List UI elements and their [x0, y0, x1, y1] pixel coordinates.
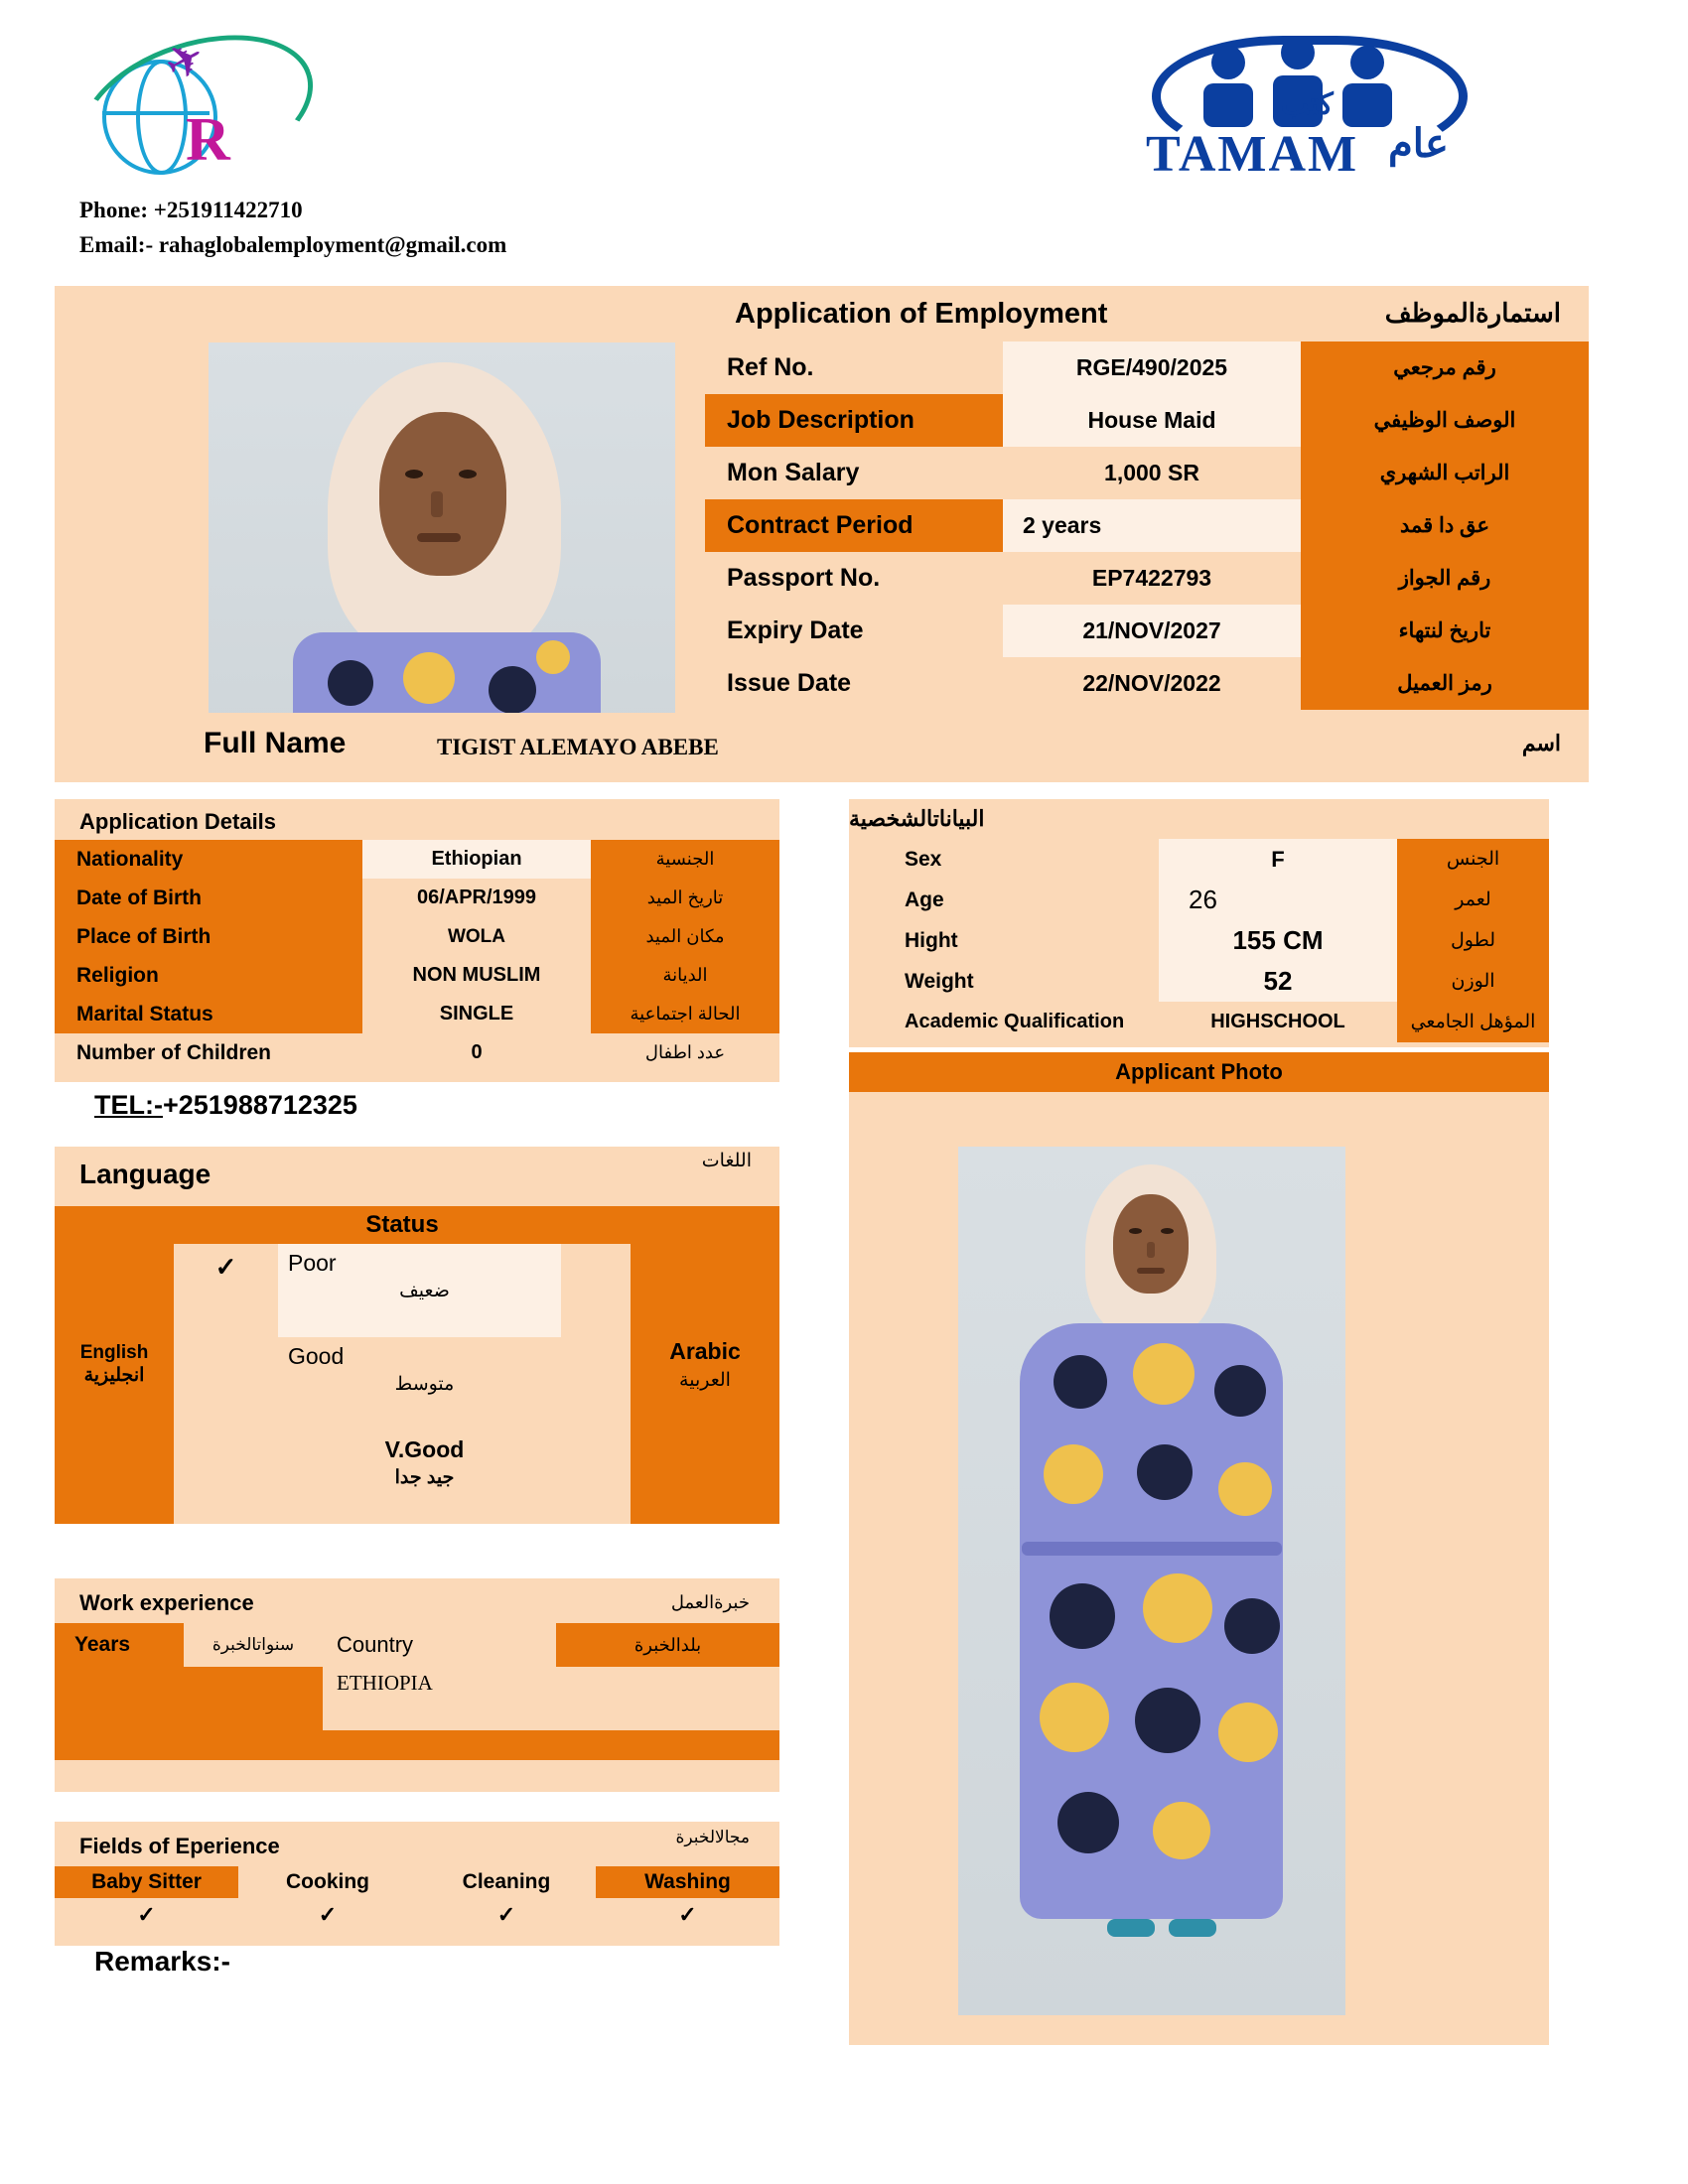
- language-title: Language: [79, 1159, 211, 1189]
- full-name-arabic: اسم: [1521, 731, 1561, 755]
- table-row: [881, 839, 1549, 880]
- poor-spacer: [561, 1244, 631, 1337]
- good-spacer: [561, 1337, 631, 1431]
- field-washing-checkbox[interactable]: ✓: [596, 1898, 779, 1932]
- date-of-birth-label: Date of Birth: [55, 879, 362, 917]
- work-experience-title: Work experience: [79, 1590, 254, 1615]
- fields-of-experience-title: Fields of Eperience: [79, 1834, 280, 1858]
- field-washing-label: Washing: [596, 1866, 779, 1898]
- religion-arabic: الديانة: [591, 956, 779, 995]
- vgood-label: V.Good: [384, 1436, 465, 1462]
- table-row: [55, 995, 779, 1033]
- table-row: [55, 956, 779, 995]
- application-title-ar: استمارةالموظف: [1384, 298, 1561, 328]
- language-english-cell: [55, 1206, 174, 1524]
- job-description-label: Job Description: [705, 394, 1003, 447]
- table-row: [881, 961, 1549, 1002]
- poor-checkbox[interactable]: ✓: [174, 1244, 278, 1337]
- place-of-birth-arabic: مكان الميد: [591, 917, 779, 956]
- religion-label: Religion: [55, 956, 362, 995]
- sex-arabic: الجنس: [1397, 839, 1549, 880]
- work-experience-footer: [55, 1730, 779, 1760]
- tamam-logo: [1122, 30, 1479, 183]
- language-title-arabic: اللغات: [701, 1151, 752, 1171]
- full-name-value: TIGIST ALEMAYO ABEBE: [437, 735, 719, 759]
- job-description-value: House Maid: [1003, 394, 1301, 447]
- application-title-bar: [705, 286, 1589, 341]
- applicant-headshot: [209, 342, 675, 740]
- hight-arabic: لطول: [1397, 920, 1549, 961]
- contract-period-label: Contract Period: [705, 499, 1003, 552]
- ref-no-label: Ref No.: [705, 341, 1003, 394]
- country-header-arabic: بلدالخبرة: [556, 1623, 779, 1667]
- english-label: English: [79, 1342, 149, 1364]
- table-row: [881, 1002, 1549, 1042]
- good-label-arabic: متوسط: [394, 1374, 455, 1395]
- table-row: [881, 920, 1549, 961]
- poor-label-arabic: ضعيف: [399, 1281, 450, 1301]
- language-level-good[interactable]: [174, 1337, 631, 1431]
- language-level-poor[interactable]: [174, 1244, 631, 1337]
- fields-check-row: [55, 1898, 779, 1932]
- country-header: Country: [323, 1623, 556, 1667]
- field-baby-sitter-label: Baby Sitter: [55, 1866, 238, 1898]
- passport-no-arabic: رقم الجواز: [1301, 552, 1589, 605]
- poor-label: Poor: [288, 1250, 337, 1276]
- table-row: [55, 1033, 779, 1072]
- full-name-row: [55, 713, 1589, 777]
- mon-salary-value: 1,000 SR: [1003, 447, 1301, 499]
- table-row: [55, 840, 779, 879]
- remarks-label: Remarks:-: [94, 1946, 230, 1977]
- weight-arabic: الوزن: [1397, 961, 1549, 1002]
- number-of-children-label: Number of Children: [55, 1033, 362, 1072]
- nationality-arabic: الجنسية: [591, 840, 779, 879]
- academic-qualification-arabic: المؤهل الجامعي: [1397, 1002, 1549, 1042]
- field-cooking-checkbox[interactable]: ✓: [238, 1898, 417, 1932]
- issue-date-label: Issue Date: [705, 657, 1003, 710]
- marital-status-value: SINGLE: [362, 995, 591, 1033]
- weight-value: 52: [1159, 961, 1397, 1002]
- country-value-2: [323, 1699, 779, 1730]
- good-label: Good: [288, 1343, 345, 1369]
- vgood-spacer: [561, 1431, 631, 1524]
- job-description-arabic: الوصف الوظيفي: [1301, 394, 1589, 447]
- place-of-birth-value: WOLA: [362, 917, 591, 956]
- years-header: Years: [55, 1623, 184, 1667]
- tamam-arabic: عام: [1388, 122, 1449, 166]
- arabic-label-arabic: العربية: [679, 1370, 731, 1391]
- expiry-date-arabic: تاريخ لنتهاء: [1301, 605, 1589, 657]
- age-label: Age: [881, 880, 1159, 920]
- country-value-1: ETHIOPIA: [323, 1667, 556, 1699]
- weight-label: Weight: [881, 961, 1159, 1002]
- vgood-checkbox[interactable]: [174, 1431, 278, 1524]
- language-level-vgood[interactable]: [174, 1431, 631, 1524]
- tamam-arabic-top: كتب: [1281, 88, 1334, 121]
- airplane-icon: ✈: [156, 28, 214, 93]
- good-cell: [278, 1337, 561, 1431]
- email-line: Email:- rahaglobalemployment@gmail.com: [79, 231, 507, 257]
- religion-value: NON MUSLIM: [362, 956, 591, 995]
- years-value-2: [55, 1699, 323, 1730]
- field-cooking-label: Cooking: [238, 1866, 417, 1898]
- hight-label: Hight: [881, 920, 1159, 961]
- vgood-cell: [278, 1431, 561, 1524]
- number-of-children-value: 0: [362, 1033, 591, 1072]
- academic-qualification-label: Academic Qualification: [881, 1002, 1159, 1042]
- country-extra-1: [556, 1667, 779, 1699]
- work-experience-title-arabic: خبرةالعمل: [670, 1592, 750, 1612]
- raha-logo: [74, 28, 313, 177]
- good-checkbox[interactable]: [174, 1337, 278, 1431]
- contact-block: [79, 194, 506, 262]
- ref-no-value: RGE/490/2025: [1003, 341, 1301, 394]
- date-of-birth-value: 06/APR/1999: [362, 879, 591, 917]
- issue-date-arabic: رمز العميل: [1301, 657, 1589, 710]
- document-header: [0, 0, 1688, 273]
- table-row: [881, 880, 1549, 920]
- nationality-value: Ethiopian: [362, 840, 591, 879]
- contract-period-arabic: عق دا قمد: [1301, 499, 1589, 552]
- academic-qualification-value: HIGHSCHOOL: [1159, 1002, 1397, 1042]
- table-row: [705, 605, 1589, 657]
- expiry-date-value: 21/NOV/2027: [1003, 605, 1301, 657]
- table-row: [705, 552, 1589, 605]
- years-value-1: [55, 1667, 323, 1699]
- contract-period-value: 2 years: [1003, 499, 1321, 552]
- full-name-label: Full Name: [204, 727, 347, 759]
- mon-salary-label: Mon Salary: [705, 447, 1003, 499]
- phone-line: Phone: +251911422710: [79, 198, 303, 222]
- language-status-header: Status: [174, 1206, 631, 1244]
- personal-data-title-arabic: البياناتالشخصية: [849, 806, 985, 831]
- nationality-label: Nationality: [55, 840, 362, 879]
- number-of-children-arabic: عدد اطفال: [591, 1033, 779, 1072]
- applicant-photo-header: Applicant Photo: [849, 1052, 1549, 1092]
- fields-header-row: [55, 1866, 779, 1898]
- table-row: [55, 879, 779, 917]
- mon-salary-arabic: الراتب الشهري: [1301, 447, 1589, 499]
- table-row: [705, 341, 1589, 394]
- applicant-full-body-photo: [958, 1147, 1345, 2015]
- hight-value: 155 CM: [1159, 920, 1397, 961]
- date-of-birth-arabic: تاريخ الميد: [591, 879, 779, 917]
- table-row: [705, 499, 1589, 552]
- telephone-line: [94, 1090, 357, 1121]
- table-row: [705, 394, 1589, 447]
- sex-value: F: [1159, 839, 1397, 880]
- field-cleaning-checkbox[interactable]: ✓: [417, 1898, 596, 1932]
- arabic-label: Arabic: [669, 1338, 741, 1364]
- table-row: [705, 657, 1589, 710]
- vgood-label-arabic: جيد جدا: [394, 1467, 455, 1488]
- years-header-arabic: سنواتالخبرة: [184, 1623, 323, 1667]
- expiry-date-label: Expiry Date: [705, 605, 1003, 657]
- table-row: [55, 917, 779, 956]
- age-arabic: لعمر: [1397, 880, 1549, 920]
- place-of-birth-label: Place of Birth: [55, 917, 362, 956]
- tel-value: +251988712325: [162, 1090, 357, 1120]
- marital-status-label: Marital Status: [55, 995, 362, 1033]
- language-arabic-cell: [631, 1206, 779, 1524]
- passport-no-value: EP7422793: [1003, 552, 1301, 605]
- passport-no-label: Passport No.: [705, 552, 1003, 605]
- issue-date-value: 22/NOV/2022: [1003, 657, 1301, 710]
- ref-no-arabic: رقم مرجعي: [1301, 341, 1589, 394]
- field-baby-sitter-checkbox[interactable]: ✓: [55, 1898, 238, 1932]
- table-row: [705, 447, 1589, 499]
- application-title-en: Application of Employment: [735, 298, 1108, 330]
- tel-label: TEL:-: [94, 1090, 163, 1120]
- fields-of-experience-title-arabic: مجالالخبرة: [675, 1828, 750, 1846]
- marital-status-arabic: الحالة اجتماعية: [591, 995, 779, 1033]
- tamam-wordmark: TAMAM: [1146, 126, 1359, 183]
- field-cleaning-label: Cleaning: [417, 1866, 596, 1898]
- table-row: [55, 1667, 779, 1699]
- age-value: 26: [1159, 880, 1427, 920]
- table-row: [55, 1699, 779, 1730]
- work-experience-header-row: [55, 1623, 779, 1667]
- language-header: [55, 1147, 779, 1206]
- sex-label: Sex: [881, 839, 1159, 880]
- english-label-arabic: انجليزية: [83, 1365, 145, 1386]
- logo-letter-r: R: [186, 106, 230, 174]
- application-details-title: Application Details: [79, 809, 277, 834]
- poor-cell: [278, 1244, 561, 1337]
